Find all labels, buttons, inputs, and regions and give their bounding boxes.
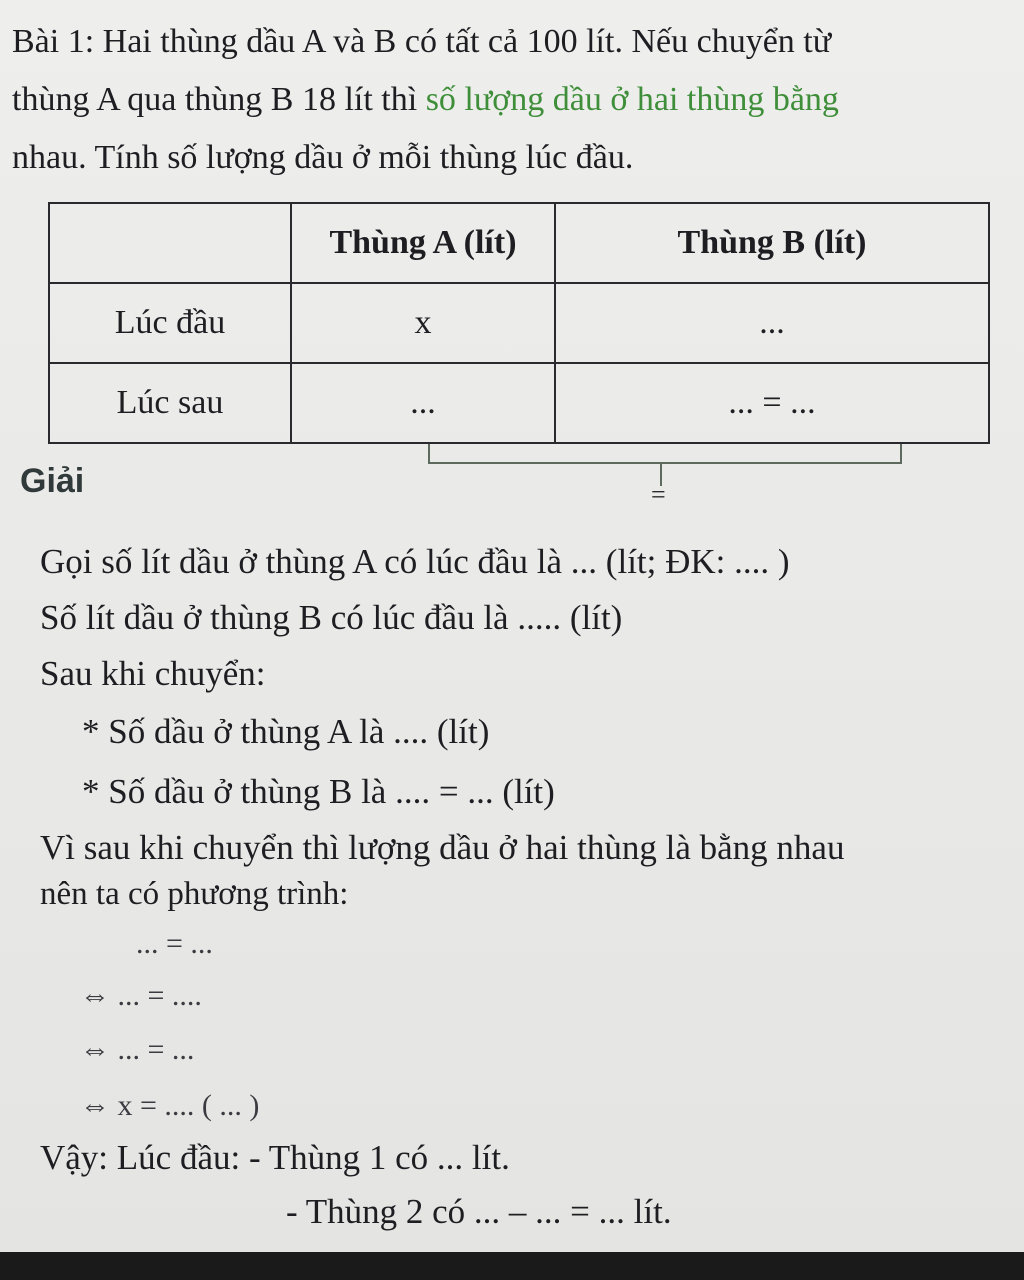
solution-line-2: Số lít dầu ở thùng B có lúc đầu là ..... (lít)	[40, 598, 623, 637]
equation-line-4: ⇔ x = .... ( ... )	[80, 1089, 260, 1122]
table-cell: ... = ...	[555, 363, 989, 443]
problem-line-3: nhau. Tính số lượng dầu ở mỗi thùng lúc đầu.	[12, 139, 634, 176]
problem-line-2-start: thùng A qua thùng B 18 lít thì	[12, 81, 426, 118]
solution-heading: Giải	[20, 462, 85, 500]
solution-line-4: * Số dầu ở thùng A là .... (lít)	[82, 712, 490, 751]
table-header-cell: Thùng B (lít)	[555, 203, 989, 283]
solution-line-7: nên ta có phương trình:	[40, 876, 349, 912]
table-cell: x	[291, 283, 555, 363]
table-row	[49, 283, 989, 363]
table-header-cell	[49, 203, 291, 283]
table-cell: Lúc đầu	[49, 283, 291, 363]
table-cell: Lúc sau	[49, 363, 291, 443]
problem-line-1: Bài 1: Hai thùng dầu A và B có tất cả 100 lít. Nếu chuyển từ	[12, 23, 832, 60]
bracket-equals-mark: =	[651, 480, 666, 509]
table-row	[49, 363, 989, 443]
equation-line-3: ⇔ ... = ...	[80, 1033, 195, 1066]
equation-line-1: ... = ...	[136, 927, 213, 960]
table-header-row	[49, 203, 989, 283]
solution-line-5: * Số dầu ở thùng B là .... = ... (lít)	[82, 772, 555, 811]
problem-line-2-highlight: số lượng dầu ở hai thùng bằng	[425, 81, 839, 118]
conclusion-line-2: - Thùng 2 có ... – ... = ... lít.	[286, 1192, 672, 1231]
equation-line-2: ⇔ ... = ....	[80, 979, 202, 1012]
problem-line-2	[12, 80, 839, 120]
solution-line-3: Sau khi chuyển:	[40, 654, 266, 693]
equality-bracket	[428, 444, 902, 464]
screen-bottom-edge	[0, 1252, 1024, 1280]
conclusion-line-1: Vậy: Lúc đầu: - Thùng 1 có ... lít.	[40, 1138, 510, 1177]
solution-line-1: Gọi số lít dầu ở thùng A có lúc đầu là ... (lít; ĐK: .... )	[40, 542, 790, 581]
table-header-cell: Thùng A (lít)	[291, 203, 555, 283]
solution-line-6: Vì sau khi chuyển thì lượng dầu ở hai thùng là bằng nhau	[40, 828, 845, 867]
table-cell: ...	[291, 363, 555, 443]
data-table	[48, 202, 990, 444]
table-cell: ...	[555, 283, 989, 363]
